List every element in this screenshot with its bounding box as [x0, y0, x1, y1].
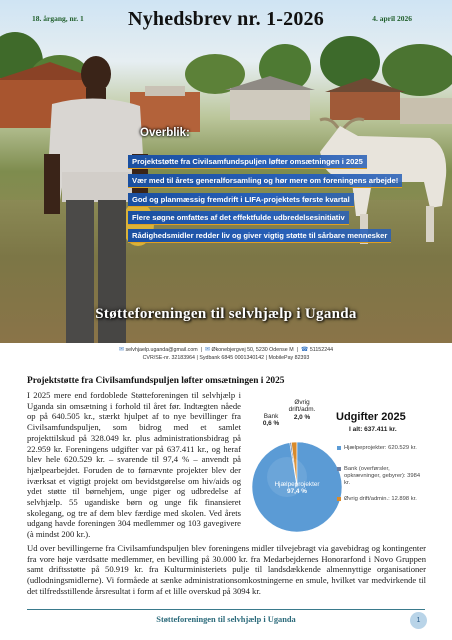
- legend-swatch: [337, 446, 341, 450]
- slice-name: Hjælpeprojekter: [274, 481, 320, 488]
- contact-phone: 51152244: [309, 347, 334, 353]
- overview-item[interactable]: Flere søgne omfattes af det effektfulde udbredelsesinitiativ: [128, 211, 349, 225]
- legend-item: [344, 466, 424, 488]
- slice-percent: 97,4 %: [287, 488, 307, 496]
- legend-swatch: [337, 467, 341, 471]
- legend-text: Øvrig drift/admin.: 12.898 kr.: [344, 496, 417, 502]
- chart-title: Udgifter 2025: [336, 411, 406, 423]
- article-title: Projektstøtte fra Civilsamfundspuljen løfter omsætningen i 2025: [27, 376, 285, 386]
- email-icon: ✉: [118, 347, 124, 353]
- footer-divider: [27, 609, 425, 610]
- legend-item: [344, 445, 424, 452]
- legend-text: Hjælpeprojekter: 620.529 kr.: [344, 445, 417, 451]
- newsletter-title: Nyhedsbrev nr. 1-2026: [128, 8, 324, 30]
- article-column-text: I 2025 mere end fordoblede Støtteforeningen til selvhjælp i Uganda sin omsætning i forhold til året før. Indtægten nåede op på 640.505 kr., stærkt hjulpet af to nye bevillinger fra Civilsamfundspuljen, som bidrog med et samlet projekttilskud på 328.049 kr. plus administrationsbidrag på 22.959 kr. Foreningens udgifter var på 637.411 kr., og heraf blev hele 620.529 kr. – svarende til 97,4 % – anvendt på hjælpearbejdet. Foruden de to førnævnte projekter blev der iværksat et vigtigt projekt om bevidstgørelse om hiv/aids og ydet støtte til børnehjem, unge piger og udbredelse af selvhjælp. 55 ugandiske børn og unge fik finansieret skolegang, og tre af dem blev færdige med skolen. Ved årets udgang havde foreningen 304 medlemmer og 103 gavegivere (à mindst 200 kr.).: [27, 390, 241, 540]
- slice-name: Øvrig drift/adm.: [288, 399, 316, 414]
- legend-item: [344, 496, 424, 503]
- article-full-text: Ud over bevillingerne fra Civilsamfundspuljen blev foreningens midler tilvejebragt via gavebidrag og kontingenter fra vore høje værdsatte medlemmer, en bevilling på 30.000 kr. fra Medarbejdernes Honorarfond i Novo Gruppen samt driftsstøtte på 50.919 kr. fra Kulturministeriets pulje til landsdækkende almennyttige organisationer (udlodningsmidlerne). Vi formåede at sænke administrationsomkostningerne en smule, hvilket var medvirkende til det tilfredsstillende årsresultat i form af et lille overskud på 3094 kr.: [27, 543, 426, 596]
- overview-item[interactable]: Vær med til årets generalforsamling og hør mere om foreningens arbejde!: [128, 174, 402, 188]
- hero-organization-name: Støtteforeningen til selvhjælp i Uganda: [95, 306, 357, 322]
- envelope-icon: ✉: [204, 347, 210, 353]
- slice-label-bank: [260, 413, 282, 428]
- slice-label-other: [282, 399, 322, 421]
- page-number: 1: [410, 612, 427, 629]
- bank-info: CVR/SE-nr. 32183964 | Sydbank 6845 0001340142 | MobilePay 82393: [142, 355, 310, 361]
- legend-swatch: [337, 497, 341, 501]
- issue-date: 4. april 2026: [372, 14, 412, 23]
- slice-name: Bank: [263, 413, 279, 420]
- slice-percent: 2,0 %: [293, 413, 311, 421]
- slice-label-projects: [266, 481, 328, 496]
- chart-total: I alt: 637.411 kr.: [349, 426, 397, 433]
- overview-item[interactable]: God og planmæssig fremdrift i LIFA-projektets første kvartal: [128, 193, 354, 207]
- overview-title: Overblik:: [140, 127, 190, 139]
- expenses-chart: [246, 395, 424, 539]
- contact-line: ✉ selvhjaelp.uganda@gmail.com | ✉ Økonebjergvej 50, 5230 Odense M | ☎ 51152244: [118, 347, 334, 353]
- overview-item[interactable]: Rådighedsmidler redder liv og giver vigtig støtte til sårbare mennesker: [128, 229, 391, 243]
- overview-item[interactable]: Projektstøtte fra Civilsamfundspuljen løfter omsætningen i 2025: [128, 155, 367, 169]
- slice-percent: 0,6 %: [262, 420, 280, 428]
- phone-icon: ☎: [300, 347, 309, 353]
- footer-organization: Støtteforeningen til selvhjælp i Uganda: [156, 615, 296, 624]
- legend-text: Bank (overførsler, opkrævninger, gebyrer): 3984 kr.: [344, 466, 421, 487]
- contact-email[interactable]: selvhjaelp.uganda@gmail.com: [125, 347, 198, 353]
- contact-address: Økonebjergvej 50, 5230 Odense M: [211, 347, 294, 353]
- issue-number: 18. årgang, nr. 1: [32, 14, 84, 23]
- masthead: [0, 0, 452, 44]
